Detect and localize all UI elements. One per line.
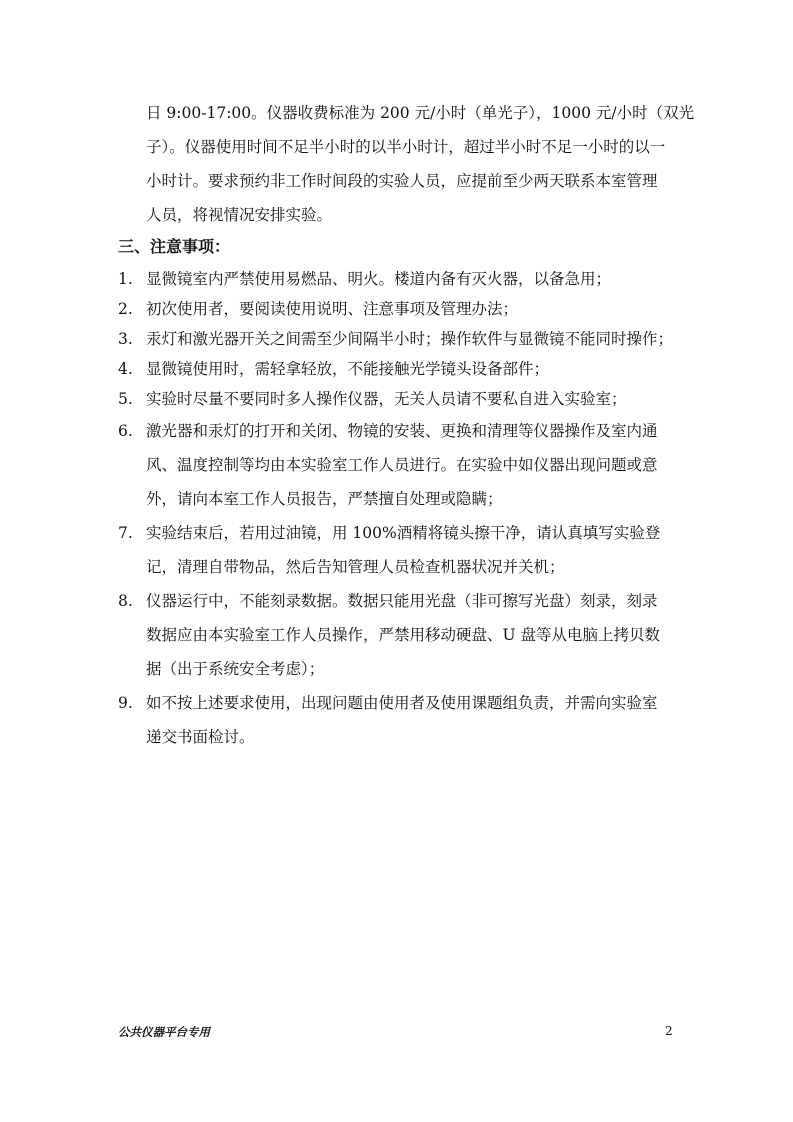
list-item bbox=[118, 686, 678, 754]
item-number: 9. bbox=[118, 694, 133, 712]
item-text: 记，清理自带物品，然后告知管理人员检查机器状况并关机； bbox=[146, 558, 565, 576]
intro-line: 人员，将视情况安排实验。 bbox=[146, 206, 333, 224]
item-text: 数据应由本实验室工作人员操作，严禁用移动硬盘、U 盘等从电脑上拷贝数 bbox=[146, 626, 660, 644]
list-item bbox=[118, 294, 678, 324]
item-text: 递交书面检讨。 bbox=[146, 728, 255, 746]
intro-line: 小时计。要求预约非工作时间段的实验人员，应提前至少两天联系本室管理 bbox=[146, 172, 658, 190]
item-text: 外，请向本室工作人员报告，严禁擅自处理或隐瞒； bbox=[146, 490, 503, 508]
item-text: 实验时尽量不要同时多人操作仪器，无关人员请不要私自进入实验室； bbox=[146, 390, 627, 408]
item-text: 初次使用者，要阅读使用说明、注意事项及管理办法； bbox=[146, 300, 519, 318]
footer-label: 公共仪器平台专用 bbox=[118, 1025, 210, 1039]
notice-list bbox=[118, 264, 678, 754]
item-text: 风、温度控制等均由本实验室工作人员进行。在实验中如仪器出现问题或意 bbox=[146, 456, 658, 474]
list-item bbox=[118, 264, 678, 294]
list-item bbox=[118, 414, 678, 516]
item-text: 据（出于系统安全考虑）； bbox=[146, 660, 325, 678]
list-item bbox=[118, 516, 678, 584]
item-number: 5. bbox=[118, 390, 133, 408]
page-number: 2 bbox=[665, 1024, 673, 1038]
item-text: 汞灯和激光器开关之间需至少间隔半小时；操作软件与显微镜不能同时操作； bbox=[146, 330, 674, 348]
list-item bbox=[118, 324, 678, 354]
item-number: 6. bbox=[118, 422, 133, 440]
item-number: 4. bbox=[118, 360, 133, 378]
item-number: 2. bbox=[118, 300, 133, 318]
item-text: 仪器运行中，不能刻录数据。数据只能用光盘（非可擦写光盘）刻录，刻录 bbox=[146, 592, 658, 610]
intro-paragraph bbox=[146, 96, 695, 232]
list-item bbox=[118, 354, 678, 384]
list-item bbox=[118, 384, 678, 414]
item-number: 1. bbox=[118, 270, 133, 288]
intro-line: 子）。仪器使用时间不足半小时的以半小时计，超过半小时不足一小时的以一 bbox=[146, 138, 666, 156]
item-number: 3. bbox=[118, 330, 133, 348]
intro-line: 日 9:00-17:00。仪器收费标准为 200 元/小时（单光子），1000 元/小时（双光 bbox=[146, 104, 695, 122]
item-text: 激光器和汞灯的打开和关闭、物镜的安装、更换和清理等仪器操作及室内通 bbox=[146, 422, 658, 440]
list-item bbox=[118, 584, 678, 686]
item-text: 显微镜使用时，需轻拿轻放，不能接触光学镜头设备部件； bbox=[146, 360, 550, 378]
item-text: 如不按上述要求使用，出现问题由使用者及使用课题组负责，并需向实验室 bbox=[146, 694, 658, 712]
item-number: 8. bbox=[118, 592, 133, 610]
item-number: 7. bbox=[118, 524, 133, 542]
item-text: 显微镜室内严禁使用易燃品、明火。楼道内备有灭火器，以备急用； bbox=[146, 270, 612, 288]
section-heading: 三、注意事项： bbox=[118, 237, 231, 256]
item-text: 实验结束后，若用过油镜，用 100%酒精将镜头擦干净，请认真填写实验登 bbox=[146, 524, 661, 542]
